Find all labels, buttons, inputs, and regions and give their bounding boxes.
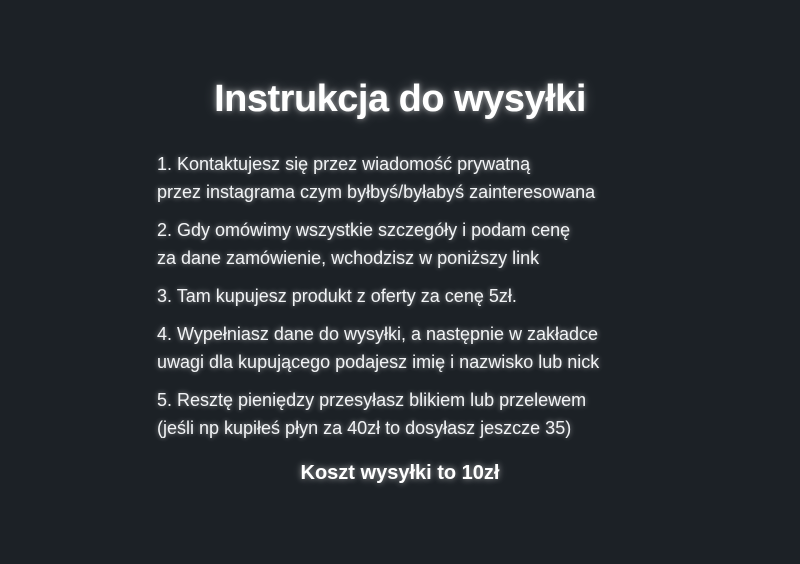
step-4-line-2: uwagi dla kupującego podajesz imię i nazwisko lub nick xyxy=(157,352,600,372)
step-4-line-1: 4. Wypełniasz dane do wysyłki, a następnie w zakładce xyxy=(157,324,599,344)
step-5 xyxy=(157,386,717,442)
step-1 xyxy=(157,150,717,206)
step-5-line-2: (jeśli np kupiłeś płyn za 40zł to dosyłasz jeszcze 35) xyxy=(157,418,572,438)
step-1-line-2: przez instagrama czym byłbyś/byłabyś zainteresowana xyxy=(157,182,596,202)
shipping-cost-note: Koszt wysyłki to 10zł xyxy=(300,462,500,484)
page-title: Instrukcja do wysyłki xyxy=(214,78,586,120)
step-2-line-2: za dane zamówienie, wchodzisz w poniższy link xyxy=(157,248,540,268)
step-3-line-1: 3. Tam kupujesz produkt z oferty za cenę 5zł. xyxy=(157,286,517,306)
step-2 xyxy=(157,216,717,272)
step-4 xyxy=(157,320,717,376)
step-3 xyxy=(157,282,717,310)
step-2-line-1: 2. Gdy omówimy wszystkie szczegóły i podam cenę xyxy=(157,220,571,240)
step-1-line-1: 1. Kontaktujesz się przez wiadomość prywatną xyxy=(157,154,531,174)
step-5-line-1: 5. Resztę pieniędzy przesyłasz blikiem lub przelewem xyxy=(157,390,587,410)
steps-list xyxy=(157,150,717,442)
